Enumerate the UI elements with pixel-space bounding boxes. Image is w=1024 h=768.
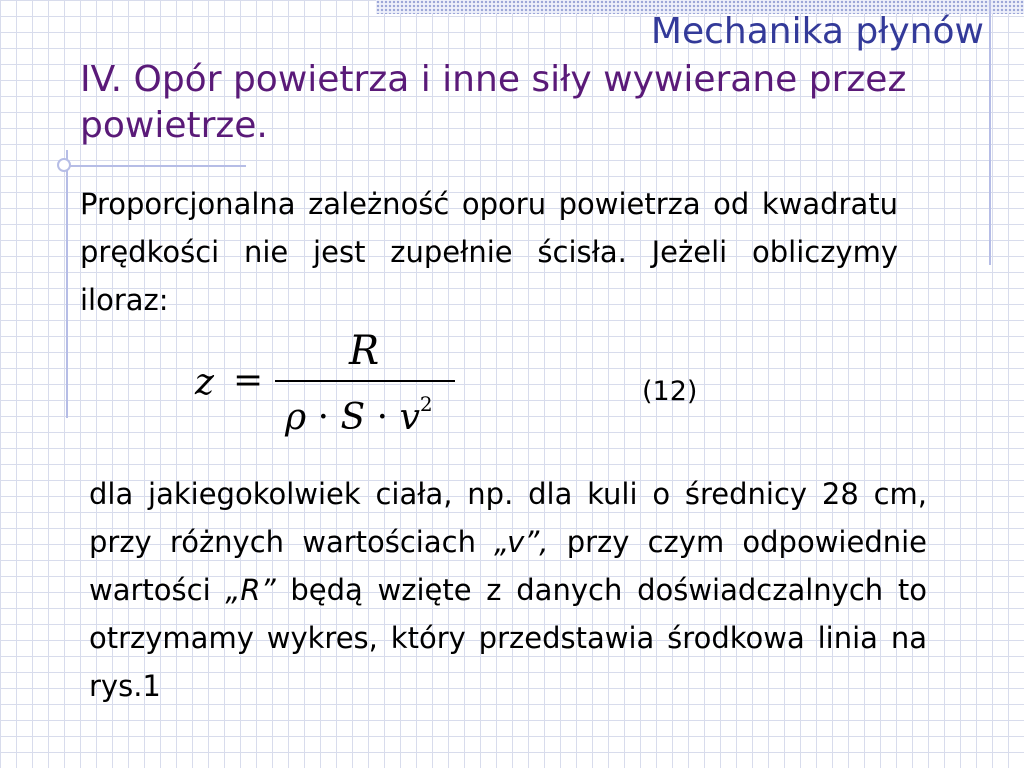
formula-denominator	[285, 392, 433, 438]
formula-dot-2: ·	[376, 397, 389, 438]
paragraph-description-part1: dla jakiegokolwiek ciała, np. dla kuli o średnicy 28 cm, przy różnych wartościach	[89, 477, 927, 559]
v-quote: „v”,	[494, 525, 549, 559]
r-quote: „R”	[225, 573, 276, 607]
formula-12	[195, 330, 465, 440]
formula-dot-1: ·	[317, 397, 330, 438]
header-title: Mechanika płynów	[650, 11, 984, 52]
formula-numerator: R	[349, 328, 380, 374]
registration-mark-icon	[57, 158, 71, 172]
formula-lhs: z	[195, 362, 214, 403]
formula-rho: ρ	[285, 397, 307, 438]
paragraph-description-part3: będą wzięte z danych doświadczalnych to otrzymamy wykres, który przedstawia środkowa linia na rys.1	[89, 573, 928, 703]
decorative-vertical-rule-right	[989, 0, 991, 265]
decorative-horizontal-rule	[66, 165, 246, 167]
formula-v: v	[399, 397, 420, 438]
slide-title: IV. Opór powietrza i inne siły wywierane przez powietrze.	[80, 59, 907, 146]
decorative-vertical-rule-left	[66, 150, 68, 418]
formula-fraction-bar	[275, 380, 455, 382]
equation-number: (12)	[642, 376, 698, 407]
paragraph-description	[89, 470, 927, 710]
paragraph-intro: Proporcjonalna zależność oporu powietrza od kwadratu prędkości nie jest zupełnie ścisła. Jeżeli obliczymy iloraz:	[80, 187, 898, 317]
formula-exponent: 2	[419, 392, 433, 416]
formula-equals: =	[233, 360, 264, 401]
formula-s: S	[340, 397, 366, 438]
paragraph-description-part2: przy czym odpowiednie wartości	[89, 525, 927, 607]
